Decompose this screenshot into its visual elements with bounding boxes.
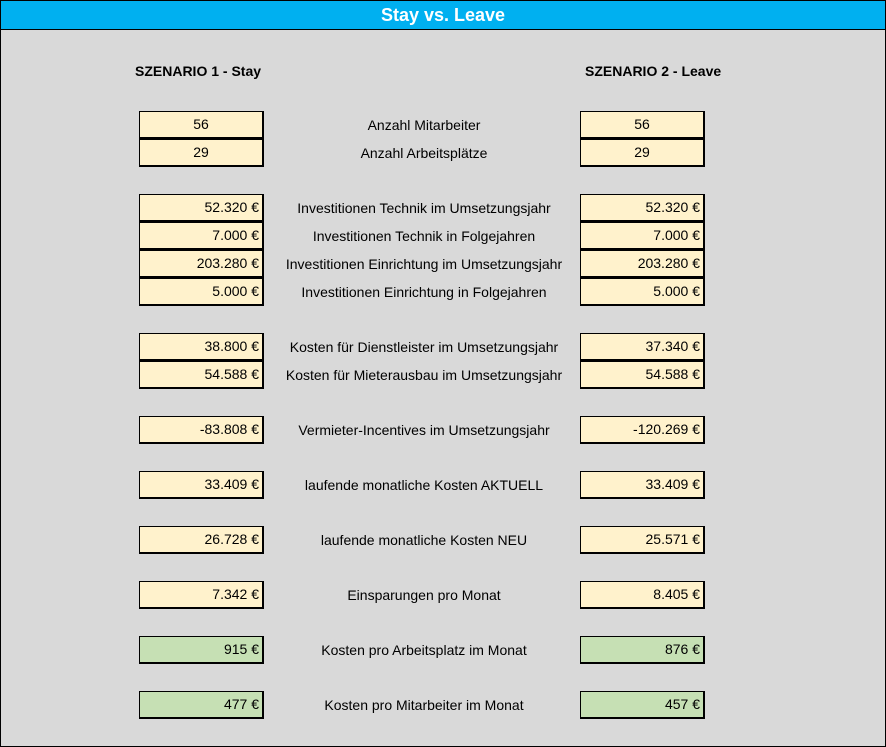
stay-value-furnishing-invest-year[interactable]: 203.280 € (139, 250, 264, 278)
stay-value-tenant-fitout[interactable]: 54.588 € (139, 361, 264, 389)
scenario1-heading: SZENARIO 1 - Stay (135, 63, 262, 79)
label-tenant-fitout: Kosten für Mieterausbau im Umsetzungsjahr (285, 367, 563, 383)
leave-value-furnishing-invest-following[interactable]: 5.000 € (580, 278, 705, 306)
stay-value-monthly-new[interactable]: 26.728 € (139, 526, 264, 554)
label-service-costs: Kosten für Dienstleister im Umsetzungsjahr (289, 339, 559, 355)
label-landlord-incentives: Vermieter-Incentives im Umsetzungsjahr (298, 422, 550, 438)
leave-value-furnishing-invest-year[interactable]: 203.280 € (580, 250, 705, 278)
scenario2-heading: SZENARIO 2 - Leave (585, 63, 722, 79)
stay-value-workplaces[interactable]: 29 (139, 139, 264, 167)
stay-value-monthly-savings[interactable]: 7.342 € (139, 581, 264, 609)
leave-value-tech-invest-year[interactable]: 52.320 € (580, 194, 705, 222)
stay-value-furnishing-invest-following[interactable]: 5.000 € (139, 278, 264, 306)
stay-value-tech-invest-following[interactable]: 7.000 € (139, 222, 264, 250)
label-furnishing-invest-year: Investitionen Einrichtung im Umsetzungsjahr (285, 256, 563, 272)
label-employees: Anzahl Mitarbeiter (367, 117, 481, 133)
label-tech-invest-year: Investitionen Technik im Umsetzungsjahr (297, 200, 551, 216)
leave-value-monthly-new[interactable]: 25.571 € (580, 526, 705, 554)
leave-value-monthly-current[interactable]: 33.409 € (580, 471, 705, 499)
leave-value-service-costs[interactable]: 37.340 € (580, 333, 705, 361)
leave-value-tenant-fitout[interactable]: 54.588 € (580, 361, 705, 389)
stay-value-landlord-incentives[interactable]: -83.808 € (139, 416, 264, 444)
leave-value-landlord-incentives[interactable]: -120.269 € (580, 416, 705, 444)
label-workplaces: Anzahl Arbeitsplätze (360, 145, 488, 161)
leave-value-employees[interactable]: 56 (580, 111, 705, 139)
label-furnishing-invest-following: Investitionen Einrichtung in Folgejahren (301, 284, 547, 300)
stay-value-tech-invest-year[interactable]: 52.320 € (139, 194, 264, 222)
label-tech-invest-following: Investitionen Technik in Folgejahren (312, 228, 536, 244)
label-monthly-savings: Einsparungen pro Monat (347, 587, 501, 603)
label-monthly-current: laufende monatliche Kosten AKTUELL (304, 477, 544, 493)
stay-value-cost-per-workplace[interactable]: 915 € (139, 636, 264, 664)
label-monthly-new: laufende monatliche Kosten NEU (320, 532, 528, 548)
page-title: Stay vs. Leave (1, 1, 885, 30)
stay-value-employees[interactable]: 56 (139, 111, 264, 139)
leave-value-cost-per-employee[interactable]: 457 € (580, 691, 705, 719)
label-cost-per-employee: Kosten pro Mitarbeiter im Monat (324, 697, 524, 713)
stay-value-service-costs[interactable]: 38.800 € (139, 333, 264, 361)
label-cost-per-workplace: Kosten pro Arbeitsplatz im Monat (321, 642, 527, 658)
stay-value-monthly-current[interactable]: 33.409 € (139, 471, 264, 499)
leave-value-workplaces[interactable]: 29 (580, 139, 705, 167)
leave-value-tech-invest-following[interactable]: 7.000 € (580, 222, 705, 250)
leave-value-cost-per-workplace[interactable]: 876 € (580, 636, 705, 664)
stay-value-cost-per-employee[interactable]: 477 € (139, 691, 264, 719)
leave-value-monthly-savings[interactable]: 8.405 € (580, 581, 705, 609)
